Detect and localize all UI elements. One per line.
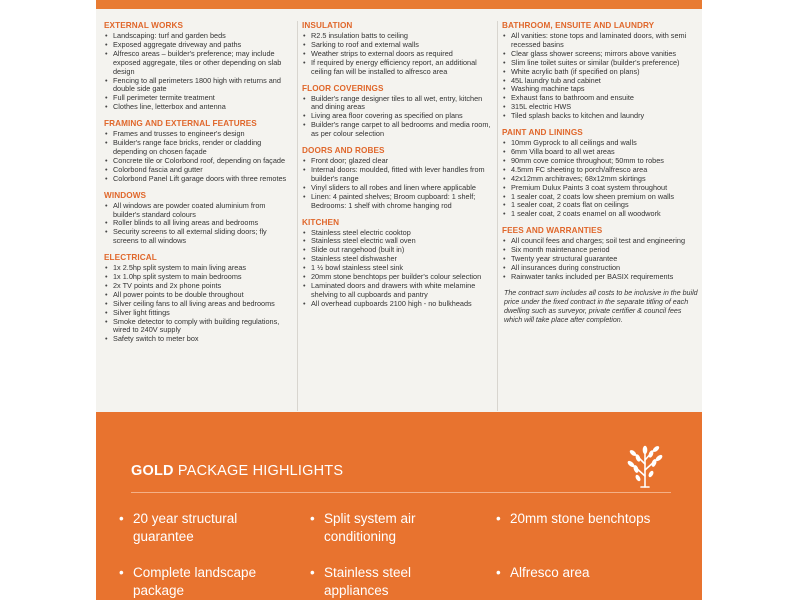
section-list	[302, 32, 494, 77]
list-item: • All council fees and charges; soil test and engineering	[502, 237, 698, 246]
list-item: • Stainless steel electric wall oven	[302, 237, 494, 246]
section-heading: INSULATION	[302, 21, 353, 30]
list-item: • 1 sealer coat, 2 coats enamel on all woodwork	[502, 210, 698, 219]
list-item: • Tiled splash backs to kitchen and laundry	[502, 112, 698, 121]
section-list	[302, 95, 494, 140]
list-item: • Sarking to roof and external walls	[302, 41, 494, 50]
list-item: • Stainless steel electric cooktop	[302, 229, 494, 238]
highlight-item: • Complete landscape package	[119, 565, 257, 598]
column-1	[104, 21, 294, 351]
highlight-item: • 20mm stone benchtops	[496, 511, 651, 526]
list-item: • If required by energy efficiency report, an additional ceiling fan will be installed to alfresco area	[302, 59, 494, 77]
tree-icon	[620, 440, 670, 490]
list-item: • Washing machine taps	[502, 85, 698, 94]
list-item: • Security screens to all external sliding doors; fly screens to all windows	[104, 228, 294, 246]
list-item: • Rainwater tanks included per BASIX requirements	[502, 273, 698, 282]
list-item: • Six month maintenance period	[502, 246, 698, 255]
list-item: • Colorbond Panel Lift garage doors with three remotes	[104, 175, 294, 184]
list-item: • Linen: 4 painted shelves; Broom cupboard: 1 shelf; Bedrooms: 1 shelf with chrome hanging rod	[302, 193, 494, 211]
list-item: • 45L laundry tub and cabinet	[502, 77, 698, 86]
section-heading: KITCHEN	[302, 217, 340, 227]
section-list	[104, 130, 294, 183]
highlight-item: • Split system air conditioning	[310, 511, 416, 544]
list-item: • Landscaping: turf and garden beds	[104, 32, 294, 41]
list-item: • 1 sealer coat, 2 coats flat on ceilings	[502, 201, 698, 210]
list-item: • Exposed aggregate driveway and paths	[104, 41, 294, 50]
list-item: • Builder's range face bricks, render or cladding depending on chosen façade	[104, 139, 294, 157]
list-item: • Colorbond fascia and gutter	[104, 166, 294, 175]
list-item: • Front door; glazed clear	[302, 157, 494, 166]
list-item: • Frames and trusses to engineer's design	[104, 130, 294, 139]
list-item: • Silver ceiling fans to all living areas and bedrooms	[104, 300, 294, 309]
list-item: • Builder's range designer tiles to all wet, entry, kitchen and dining areas	[302, 95, 494, 113]
list-item: • 315L electric HWS	[502, 103, 698, 112]
column-3-sections	[502, 21, 698, 282]
list-item: • Vinyl sliders to all robes and linen where applicable	[302, 184, 494, 193]
list-item: • Clear glass shower screens; mirrors above vanities	[502, 50, 698, 59]
list-item: • 42x12mm architraves; 68x12mm skirtings	[502, 175, 698, 184]
list-item: • Safety switch to meter box	[104, 335, 294, 344]
top-accent-bar	[96, 0, 702, 9]
section-list	[502, 139, 698, 219]
highlights-title-bold: GOLD	[131, 463, 174, 479]
list-item: • 6mm Villa board to all wet areas	[502, 148, 698, 157]
list-item: • 20mm stone benchtops per builder's colour selection	[302, 273, 494, 282]
section-heading: FEES AND WARRANTIES	[502, 226, 603, 236]
list-item: • Alfresco areas – builder's preference; may include exposed aggregate, tiles or other depending on slab design	[104, 50, 294, 77]
list-item: • 90mm cove cornice throughout; 50mm to robes	[502, 157, 698, 166]
list-item: • Fencing to all perimeters 1800 high with returns and double side gate	[104, 77, 294, 95]
highlights-divider	[131, 492, 671, 493]
section-list	[502, 32, 698, 121]
list-item: • Laminated doors and drawers with white melamine shelving to all cupboards and pantry	[302, 282, 494, 300]
list-item: • Slim line toilet suites or similar (builder's preference)	[502, 59, 698, 68]
section-list	[302, 229, 494, 309]
list-item: • 2x TV points and 2x phone points	[104, 282, 294, 291]
highlights-panel	[96, 412, 702, 600]
section-heading: WINDOWS	[104, 190, 147, 200]
section-list	[104, 202, 294, 247]
list-item: • 1x 2.5hp split system to main living areas	[104, 264, 294, 273]
section-list	[104, 32, 294, 112]
highlight-item: • Stainless steel appliances	[310, 565, 412, 598]
list-item: • Living area floor covering as specified on plans	[302, 112, 494, 121]
list-item: • 4.5mm FC sheeting to porch/alfresco area	[502, 166, 698, 175]
list-item: • Twenty year structural guarantee	[502, 255, 698, 264]
section-list	[104, 264, 294, 344]
section-list	[302, 157, 494, 210]
section-heading: BATHROOM, ENSUITE AND LAUNDRY	[502, 21, 655, 30]
list-item: • Slide out rangehood (built in)	[302, 246, 494, 255]
list-item: • Smoke detector to comply with building regulations, wired to 240V supply	[104, 318, 294, 336]
section-heading: DOORS AND ROBES	[302, 146, 385, 156]
column-3	[502, 21, 698, 325]
list-item: • White acrylic bath (if specified on plans)	[502, 68, 698, 77]
list-item: • All windows are powder coated aluminium from builder's standard colours	[104, 202, 294, 220]
list-item: • Stainless steel dishwasher	[302, 255, 494, 264]
list-item: • 1 ½ bowl stainless steel sink	[302, 264, 494, 273]
highlight-item: • 20 year structural guarantee	[119, 511, 238, 544]
list-item: • All vanities: stone tops and laminated doors, with semi recessed basins	[502, 32, 698, 50]
section-heading: PAINT AND LININGS	[502, 128, 583, 138]
highlights-title	[131, 463, 343, 479]
list-item: • Internal doors: moulded, fitted with lever handles from builder's range	[302, 166, 494, 184]
list-item: • Silver light fittings	[104, 309, 294, 318]
list-item: • 1 sealer coat, 2 coats low sheen premium on walls	[502, 193, 698, 202]
section-list	[502, 237, 698, 282]
highlight-item: • Alfresco area	[496, 565, 590, 580]
list-item: • Exhaust fans to bathroom and ensuite	[502, 94, 698, 103]
list-item: • R2.5 insulation batts to ceiling	[302, 32, 494, 41]
section-heading: EXTERNAL WORKS	[104, 21, 184, 30]
section-heading: FLOOR COVERINGS	[302, 83, 384, 93]
list-item: • Premium Dulux Paints 3 coat system throughout	[502, 184, 698, 193]
list-item: • Concrete tile or Colorbond roof, depending on façade	[104, 157, 294, 166]
list-item: • All overhead cupboards 2100 high - no bulkheads	[302, 300, 494, 309]
list-item: • All power points to be double throughout	[104, 291, 294, 300]
list-item: • 10mm Gyprock to all ceilings and walls	[502, 139, 698, 148]
column-2	[302, 21, 494, 316]
list-item: • Clothes line, letterbox and antenna	[104, 103, 294, 112]
list-item: • Full perimeter termite treatment	[104, 94, 294, 103]
section-heading: FRAMING AND EXTERNAL FEATURES	[104, 119, 257, 129]
list-item: • Weather strips to external doors as required	[302, 50, 494, 59]
highlights-title-rest: PACKAGE HIGHLIGHTS	[173, 463, 344, 479]
list-item: • 1x 1.0hp split system to main bedrooms	[104, 273, 294, 282]
contract-note: The contract sum includes all costs to be inclusive in the build price under the fixed contract in the separate titling of each dwelling such as surveyor, private certifier & council fees which will take place after completion.	[504, 288, 698, 324]
list-item: • Roller blinds to all living areas and bedrooms	[104, 219, 294, 228]
list-item: • All insurances during construction	[502, 264, 698, 273]
inclusions-sheet	[96, 0, 702, 412]
section-heading: ELECTRICAL	[104, 253, 157, 263]
list-item: • Builder's range carpet to all bedrooms and media room, as per colour selection	[302, 121, 494, 139]
